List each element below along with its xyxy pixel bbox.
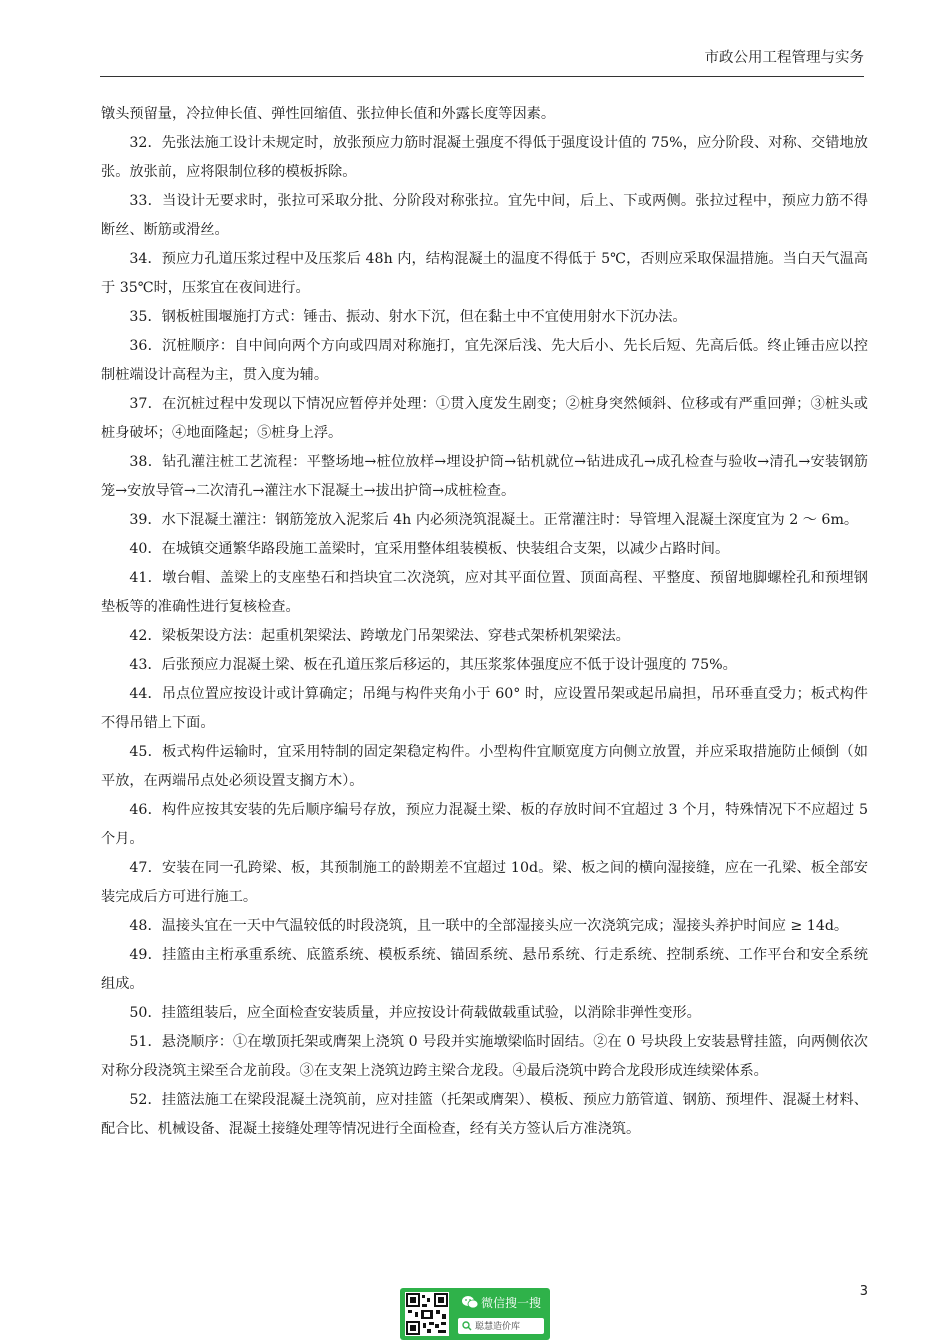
- paragraph: 45．板式构件运输时，宜采用特制的固定架稳定构件。小型构件宜顺宽度方向侧立放置，并应采取措施防止倾倒（如平放，在两端吊点处必须设置支搁方木）。: [101, 744, 868, 789]
- paragraph: 33．当设计无要求时，张拉可采取分批、分阶段对称张拉。宜先中间，后上、下或两侧。张拉过程中，预应力筋不得断丝、断筋或滑丝。: [101, 193, 868, 238]
- paragraph: 51．悬浇顺序：①在墩顶托架或膺架上浇筑 0 号段并实施墩梁临时固结。②在 0 号块段上安装悬臂挂篮，向两侧依次对称分段浇筑主梁至合龙前段。③在支架上浇筑边跨主梁合龙段。④最后浇筑中跨合龙段形成连续梁体系。: [101, 1034, 868, 1079]
- page-header: [100, 40, 864, 77]
- paragraph: 32．先张法施工设计未规定时，放张预应力筋时混凝土强度不得低于强度设计值的 75%，应分阶段、对称、交错地放张。放张前，应将限制位移的模板拆除。: [101, 135, 868, 180]
- search-icon: [462, 1321, 472, 1331]
- paragraph: 34．预应力孔道压浆过程中及压浆后 48h 内，结构混凝土的温度不得低于 5℃，否则应采取保温措施。当白天气温高于 35℃时，压浆宜在夜间进行。: [101, 251, 868, 296]
- paragraph: 镦头预留量，冷拉伸长值、弹性回缩值、张拉伸长值和外露长度等因素。: [101, 106, 556, 122]
- page-number: 3: [859, 1284, 868, 1299]
- wechat-search-label: [462, 1294, 541, 1311]
- paragraph: 48．温接头宜在一天中气温较低的时段浇筑，且一联中的全部湿接头应一次浇筑完成；湿接头养护时间应 ≥ 14d。: [129, 918, 849, 934]
- paragraph: 49．挂篮由主桁承重系统、底篮系统、模板系统、锚固系统、悬吊系统、行走系统、控制系统、工作平台和安全系统组成。: [101, 947, 868, 992]
- chat-bubble-icon: [462, 1296, 478, 1309]
- search-input-value: 聪慧造价库: [475, 1322, 521, 1332]
- wechat-search-badge[interactable]: [400, 1288, 550, 1340]
- paragraph: 39．水下混凝土灌注：钢筋笼放入泥浆后 4h 内必须浇筑混凝土。正常灌注时：导管埋入混凝土深度宜为 2 ～ 6m。: [129, 512, 859, 528]
- paragraph: 50．挂篮组装后，应全面检查安装质量，并应按设计荷载做载重试验，以消除非弹性变形。: [129, 1005, 701, 1021]
- header-title: 市政公用工程管理与实务: [704, 50, 864, 66]
- qr-code-icon: [405, 1292, 449, 1336]
- paragraph: 41．墩台帽、盖梁上的支座垫石和挡块宜二次浇筑，应对其平面位置、顶面高程、平整度、预留地脚螺栓孔和预埋钢垫板等的准确性进行复核检查。: [101, 570, 868, 615]
- paragraph: 38．钻孔灌注桩工艺流程：平整场地→桩位放样→埋设护筒→钻机就位→钻进成孔→成孔检查与验收→清孔→安装钢筋笼→安放导管→二次清孔→灌注水下混凝土→拔出护筒→成桩检查。: [101, 454, 868, 499]
- paragraph: 35．钢板桩围堰施打方式：锤击、振动、射水下沉，但在黏土中不宜使用射水下沉办法。: [129, 309, 687, 325]
- paragraph: 52．挂篮法施工在梁段混凝土浇筑前，应对挂篮（托架或膺架）、模板、预应力筋管道、钢筋、预埋件、混凝土材料、配合比、机械设备、混凝土接缝处理等情况进行全面检查，经有关方签认后方准浇筑。: [101, 1092, 868, 1137]
- wechat-search-text: 微信搜一搜: [481, 1296, 542, 1310]
- body-text: [101, 100, 868, 1144]
- search-input[interactable]: [458, 1318, 544, 1334]
- paragraph: 43．后张预应力混凝土梁、板在孔道压浆后移运的，其压浆浆体强度应不低于设计强度的 75%。: [129, 657, 737, 673]
- paragraph: 36．沉桩顺序：自中间向两个方向或四周对称施打，宜先深后浅、先大后小、先长后短、先高后低。终止锤击应以控制桩端设计高程为主，贯入度为辅。: [101, 338, 868, 383]
- paragraph: 37．在沉桩过程中发现以下情况应暂停并处理：①贯入度发生剧变；②桩身突然倾斜、位移或有严重回弹；③桩头或桩身破坏；④地面隆起；⑤桩身上浮。: [101, 396, 868, 441]
- paragraph: 40．在城镇交通繁华路段施工盖梁时，宜采用整体组装模板、快装组合支架，以减少占路时间。: [129, 541, 730, 557]
- paragraph: 42．梁板架设方法：起重机架梁法、跨墩龙门吊架梁法、穿巷式架桥机架梁法。: [129, 628, 630, 644]
- paragraph: 46．构件应按其安装的先后顺序编号存放，预应力混凝土梁、板的存放时间不宜超过 3 个月，特殊情况下不应超过 5 个月。: [101, 802, 868, 847]
- paragraph: 44．吊点位置应按设计或计算确定；吊绳与构件夹角小于 60° 时，应设置吊架或起吊扁担，吊环垂直受力；板式构件不得吊错上下面。: [101, 686, 868, 731]
- paragraph: 47．安装在同一孔跨梁、板，其预制施工的龄期差不宜超过 10d。梁、板之间的横向湿接缝，应在一孔梁、板全部安装完成后方可进行施工。: [101, 860, 868, 905]
